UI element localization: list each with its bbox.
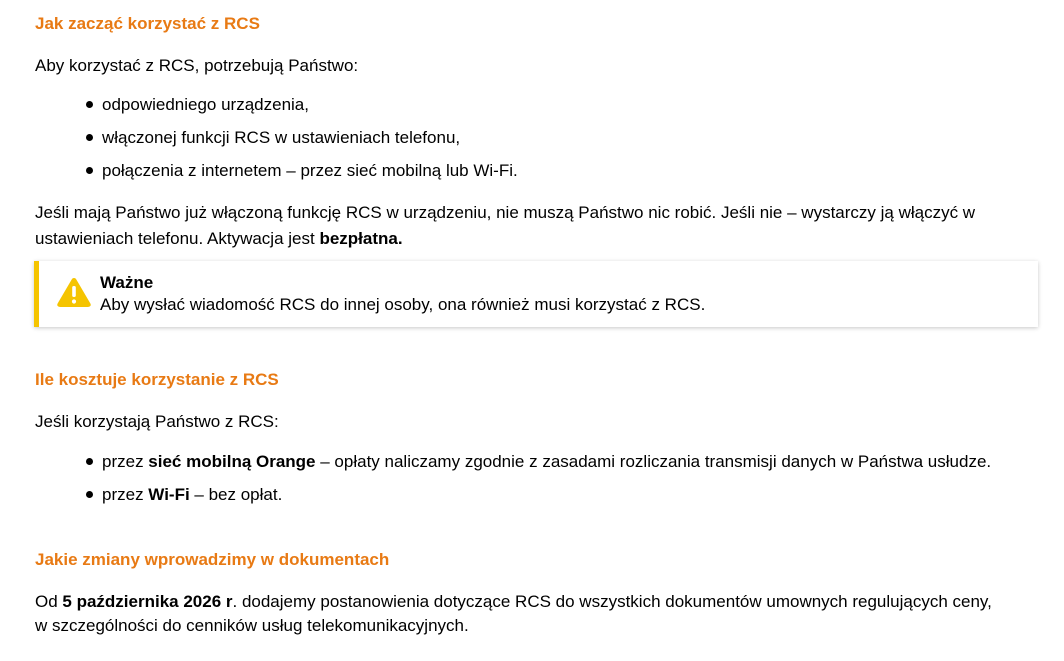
paragraph-text: ustawieniach telefonu. Aktywacja jest bbox=[35, 229, 320, 248]
list-item-prefix: przez bbox=[102, 485, 149, 504]
list-item-text bbox=[102, 481, 282, 509]
list-item-text: włączonej funkcji RCS w ustawieniach telefonu, bbox=[102, 128, 461, 147]
list-item-text: odpowiedniego urządzenia, bbox=[102, 95, 309, 114]
bullet-dot bbox=[86, 167, 93, 174]
warning-icon bbox=[56, 276, 92, 308]
important-notice bbox=[34, 261, 1038, 327]
emphasis-wifi: Wi-Fi bbox=[148, 485, 190, 504]
section-heading-getting-started: Jak zacząć korzystać z RCS bbox=[35, 14, 260, 33]
paragraph-line: Jeśli mają Państwo już włączoną funkcję RCS w urządzeniu, nie muszą Państwo nic robić. Jeśli nie – wystarczy ją włączyć w bbox=[35, 203, 976, 222]
bullet-dot bbox=[86, 134, 93, 141]
section-heading-cost: Ile kosztuje korzystanie z RCS bbox=[35, 370, 279, 389]
bullet-dot bbox=[86, 491, 93, 498]
emphasis-mobile-network: sieć mobilną Orange bbox=[148, 452, 316, 471]
list-item-prefix: przez bbox=[102, 452, 149, 471]
section-intro: Aby korzystać z RCS, potrzebują Państwo: bbox=[35, 56, 359, 75]
bullet-dot bbox=[86, 101, 93, 108]
list-item-suffix: – bez opłat. bbox=[189, 485, 283, 504]
list-item-text bbox=[102, 448, 991, 476]
paragraph-text: . dodajemy postanowienia dotyczące RCS do wszystkich dokumentów umownych regulujących ceny, bbox=[232, 592, 992, 611]
paragraph-line bbox=[35, 225, 403, 253]
bullet-dot bbox=[86, 458, 93, 465]
section-heading-document-changes: Jakie zmiany wprowadzimy w dokumentach bbox=[35, 550, 390, 569]
emphasis-free: bezpłatna. bbox=[319, 229, 403, 248]
list-item-text: połączenia z internetem – przez sieć mobilną lub Wi-Fi. bbox=[102, 161, 518, 180]
paragraph-text: Od bbox=[35, 592, 63, 611]
section-intro: Jeśli korzystają Państwo z RCS: bbox=[35, 412, 279, 431]
notice-title: Ważne bbox=[100, 273, 154, 292]
list-item-suffix: – opłaty naliczamy zgodnie z zasadami rozliczania transmisji danych w Państwa usłudze. bbox=[315, 452, 992, 471]
notice-text: Aby wysłać wiadomość RCS do innej osoby, ona również musi korzystać z RCS. bbox=[100, 295, 706, 314]
emphasis-date: 5 października 2026 r bbox=[62, 592, 233, 611]
paragraph-line: w szczególności do cenników usług telekomunikacyjnych. bbox=[35, 616, 469, 635]
